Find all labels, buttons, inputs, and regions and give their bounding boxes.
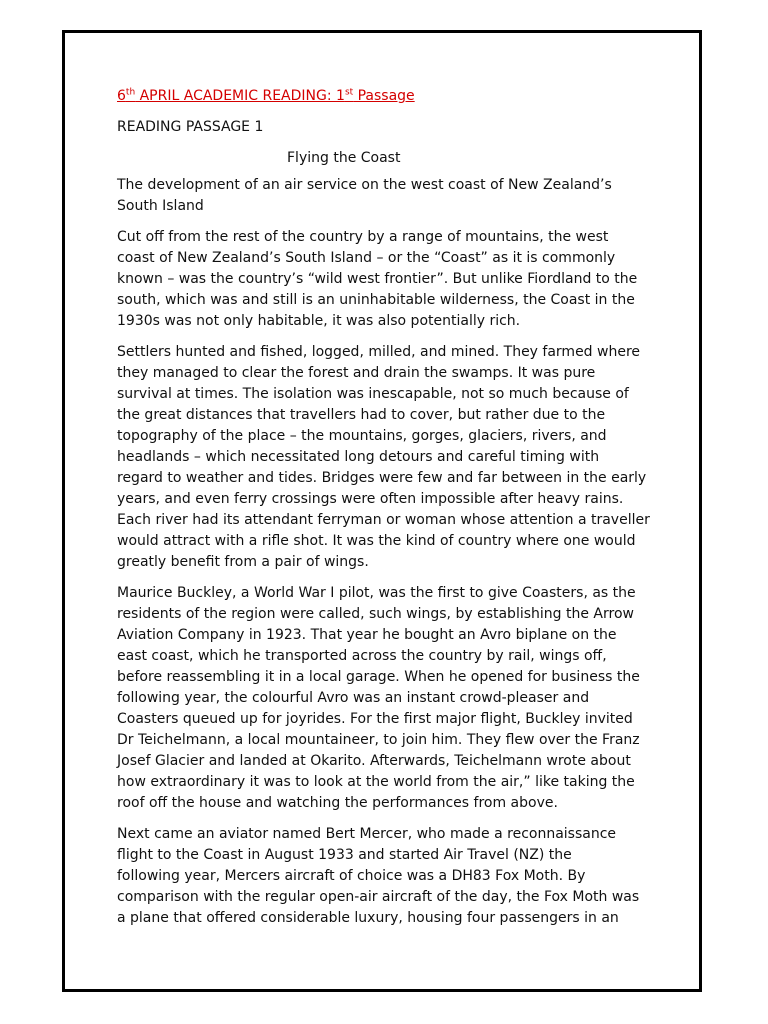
- paragraph-line: Maurice Buckley, a World War I pilot, was the first to give Coasters, as the: [117, 585, 636, 601]
- paragraph-line: Aviation Company in 1923. That year he bought an Avro biplane on the: [117, 627, 617, 643]
- paragraph: [117, 227, 647, 332]
- paragraph-line: years, and even ferry crossings were often impossible after heavy rains.: [117, 491, 624, 507]
- paragraph-line: following year, Mercers aircraft of choice was a DH83 Fox Moth. By: [117, 868, 586, 884]
- heading-day: 6: [117, 88, 126, 104]
- paragraph-line: Cut off from the rest of the country by a range of mountains, the west: [117, 229, 609, 245]
- paragraph-line: headlands – which necessitated long detours and careful timing with: [117, 449, 600, 465]
- paragraph-line: coast of New Zealand’s South Island – or the “Coast” as it is commonly: [117, 250, 616, 266]
- paragraph-line: before reassembling it in a local garage. When he opened for business the: [117, 669, 640, 685]
- paragraph-line: Each river had its attendant ferryman or woman whose attention a traveller: [117, 512, 650, 528]
- paragraph-line: Coasters queued up for joyrides. For the first major flight, Buckley invited: [117, 711, 633, 727]
- document-body: [117, 86, 650, 939]
- paragraph-line: South Island: [117, 198, 204, 214]
- paragraph: [117, 175, 647, 217]
- passage-title: Flying the Coast: [287, 150, 401, 166]
- paragraph-line: roof off the house and watching the performances from above.: [117, 795, 558, 811]
- paragraph-line: The development of an air service on the west coast of New Zealand’s: [117, 177, 612, 193]
- paragraph-line: Dr Teichelmann, a local mountaineer, to join him. They flew over the Franz: [117, 732, 640, 748]
- paragraph-line: 1930s was not only habitable, it was also potentially rich.: [117, 313, 521, 329]
- paragraph-line: residents of the region were called, such wings, by establishing the Arrow: [117, 606, 634, 622]
- paragraph-line: a plane that offered considerable luxury, housing four passengers in an: [117, 910, 619, 926]
- heading-passage-word: Passage: [353, 88, 415, 104]
- paragraph-line: comparison with the regular open-air aircraft of the day, the Fox Moth was: [117, 889, 640, 905]
- paragraph-line: the great distances that travellers had to cover, but rather due to the: [117, 407, 606, 423]
- paragraph-line: known – was the country’s “wild west frontier”. But unlike Fiordland to the: [117, 271, 638, 287]
- paragraph-line: east coast, which he transported across the country by rail, wings off,: [117, 648, 607, 664]
- section-heading: [117, 86, 647, 107]
- paragraph: [117, 583, 647, 814]
- paragraph: [117, 824, 647, 929]
- paragraph-line: following year, the colourful Avro was an instant crowd-pleaser and: [117, 690, 590, 706]
- passage-label: READING PASSAGE 1: [117, 119, 264, 135]
- heading-day-suffix: th: [125, 87, 136, 98]
- paragraph-line: regard to weather and tides. Bridges were few and far between in the early: [117, 470, 647, 486]
- paragraph-list: [117, 175, 650, 929]
- paragraph-line: greatly benefit from a pair of wings.: [117, 554, 369, 570]
- paragraph-line: Josef Glacier and landed at Okarito. Afterwards, Teichelmann wrote about: [117, 753, 631, 769]
- paragraph-line: flight to the Coast in August 1933 and started Air Travel (NZ) the: [117, 847, 572, 863]
- paragraph-line: how extraordinary it was to look at the world from the air,” like taking the: [117, 774, 635, 790]
- paragraph-line: topography of the place – the mountains, gorges, glaciers, rivers, and: [117, 428, 607, 444]
- heading-ordinal-suffix: st: [344, 87, 354, 98]
- heading-text: APRIL ACADEMIC READING: 1: [135, 88, 345, 104]
- paragraph-line: would attract with a rifle shot. It was the kind of country where one would: [117, 533, 636, 549]
- paragraph-line: Settlers hunted and fished, logged, milled, and mined. They farmed where: [117, 344, 641, 360]
- paragraph: [117, 342, 650, 573]
- paragraph-line: south, which was and still is an uninhabitable wilderness, the Coast in the: [117, 292, 635, 308]
- paragraph-line: they managed to clear the forest and drain the swamps. It was pure: [117, 365, 596, 381]
- paragraph-line: Next came an aviator named Bert Mercer, who made a reconnaissance: [117, 826, 617, 842]
- paragraph-line: survival at times. The isolation was inescapable, not so much because of: [117, 386, 629, 402]
